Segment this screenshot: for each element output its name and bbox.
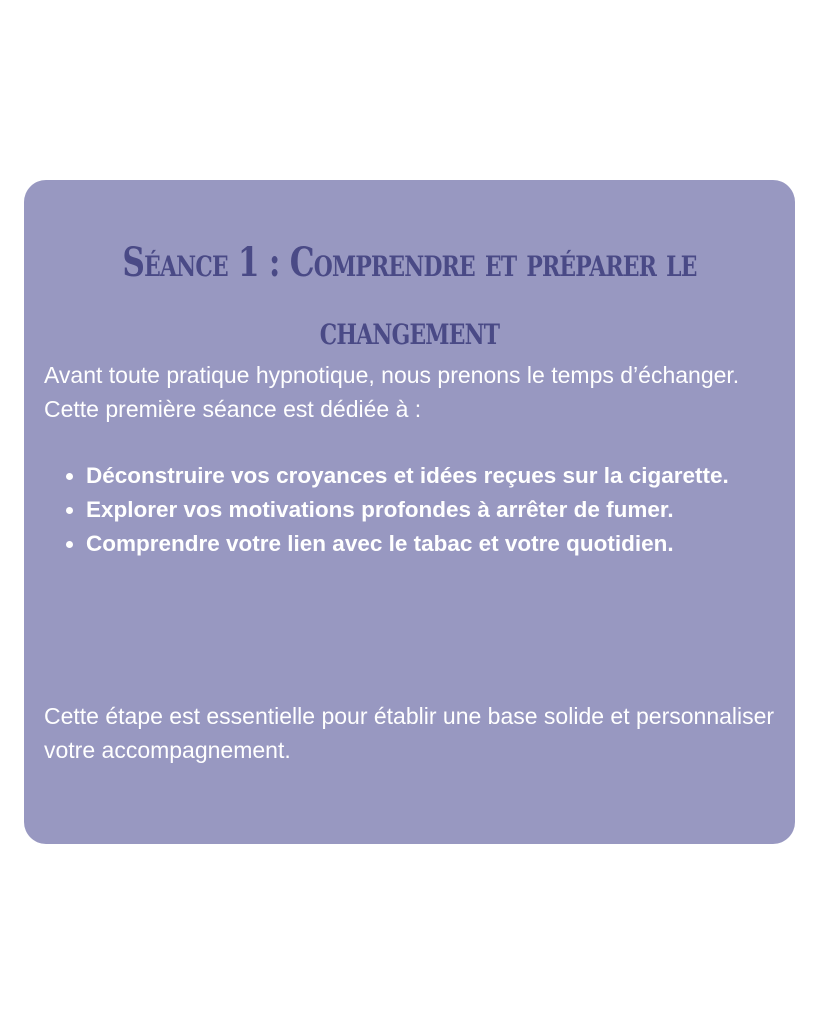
list-item: Explorer vos motivations profondes à arrêter de fumer. bbox=[86, 493, 764, 527]
session-card bbox=[24, 180, 795, 844]
session-title bbox=[109, 229, 710, 365]
closing-paragraph: Cette étape est essentielle pour établir une base solide et personnaliser votre accompagnement. bbox=[44, 703, 775, 763]
list-item: Déconstruire vos croyances et idées reçues sur la cigarette. bbox=[86, 459, 764, 493]
objectives-list bbox=[44, 459, 764, 561]
intro-paragraph: Avant toute pratique hypnotique, nous prenons le temps d’échanger. Cette première séance est dédiée à : bbox=[44, 362, 740, 422]
session-title-line-1: Séance 1 : Comprendre et préparer le bbox=[122, 238, 697, 286]
list-item: Comprendre votre lien avec le tabac et votre quotidien. bbox=[86, 527, 764, 561]
session-title-line-2: changement bbox=[319, 306, 500, 354]
